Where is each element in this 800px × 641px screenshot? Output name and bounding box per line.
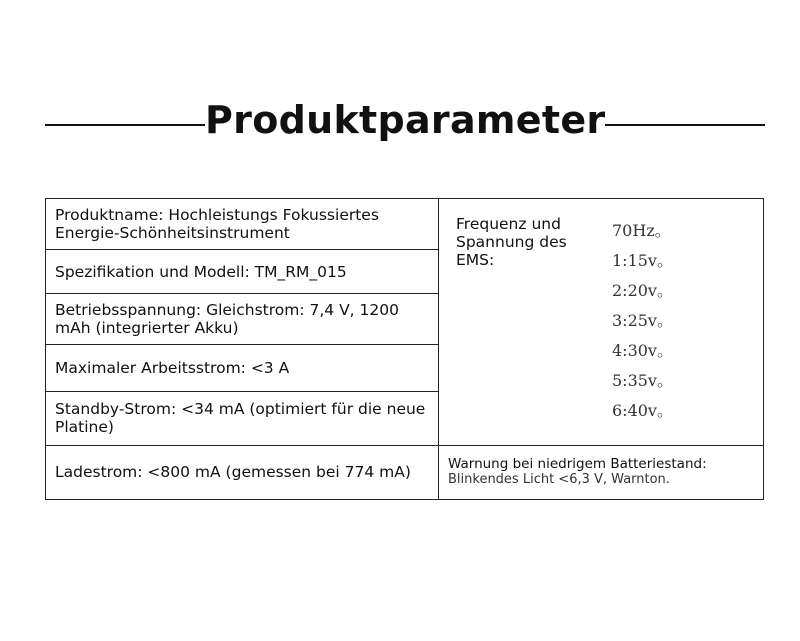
ems-value: 1:15v。 xyxy=(612,251,673,270)
param-standby-current: Standby-Strom: <34 mA (optimiert für die neue Platine) xyxy=(46,391,439,445)
param-model: Spezifikation und Modell: TM_RM_015 xyxy=(46,250,439,294)
table-row xyxy=(46,199,764,250)
ems-value: 3:25v。 xyxy=(612,311,673,330)
ems-value-list xyxy=(612,216,673,426)
param-operating-voltage: Betriebsspannung: Gleichstrom: 7,4 V, 1200 mAh (integrierter Akku) xyxy=(46,294,439,345)
page-title: Produktparameter xyxy=(205,98,606,142)
ems-label: Frequenz und Spannung des EMS: xyxy=(456,215,567,269)
title-divider-left xyxy=(45,124,205,126)
parameter-table xyxy=(45,198,764,500)
param-max-current: Maximaler Arbeitsstrom: <3 A xyxy=(46,345,439,391)
param-charging-current: Ladestrom: <800 mA (gemessen bei 774 mA) xyxy=(46,445,439,499)
title-row xyxy=(45,96,765,154)
param-product-name: Produktname: Hochleistungs Fokussiertes Energie-Schönheitsinstrument xyxy=(46,199,439,250)
warning-title: Warnung bei niedrigem Batteriestand: xyxy=(448,456,707,473)
table-row xyxy=(46,445,764,499)
title-divider-right xyxy=(605,124,765,126)
warning-body: Blinkendes Licht <6,3 V, Warnton. xyxy=(448,472,670,488)
ems-value: 2:20v。 xyxy=(612,281,673,300)
ems-value: 70Hz。 xyxy=(612,221,671,240)
ems-value: 5:35v。 xyxy=(612,371,673,390)
ems-value: 4:30v。 xyxy=(612,341,673,360)
warning-cell xyxy=(439,445,764,499)
ems-value: 6:40v。 xyxy=(612,401,673,420)
ems-cell xyxy=(439,199,764,446)
